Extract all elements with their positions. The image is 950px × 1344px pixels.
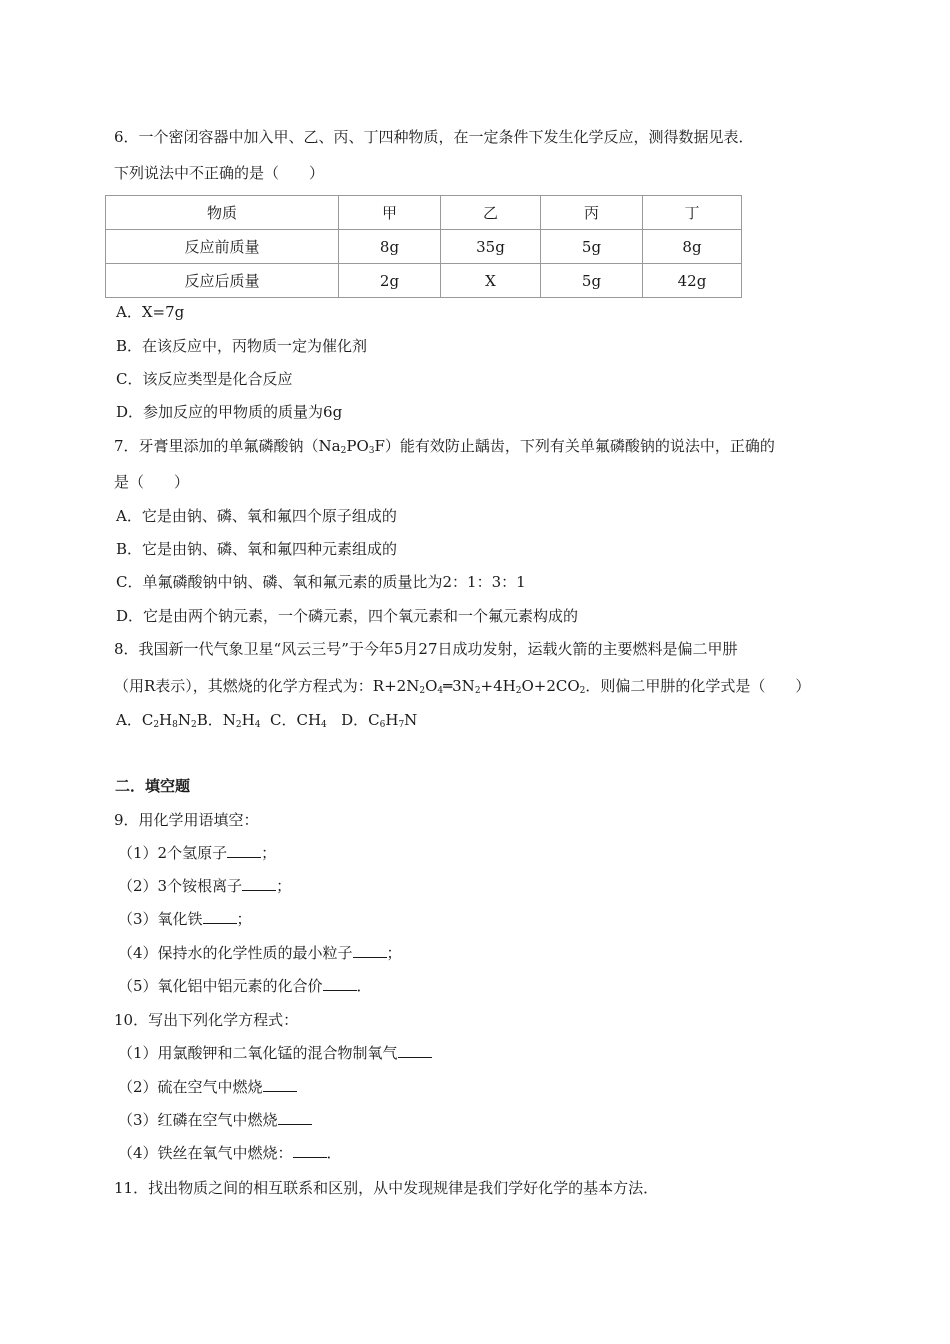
q7-option-d: D．它是由两个钠元素，一个磷元素，四个氧元素和一个氟元素构成的	[116, 607, 579, 625]
q9-item: （3）氧化铁 ；	[118, 910, 252, 928]
table-cell: 5g	[541, 230, 643, 264]
q9-item: （2）3个铵根离子 ；	[118, 877, 292, 895]
q7-line1: 7．牙膏里添加的单氟磷酸钠$(Na_2PO_3F)$能有效防止龋齿，下列有关单氟磷酸钠的说法中，正确的	[114, 437, 775, 456]
table-header-cell: 乙	[441, 196, 541, 230]
table-cell: 反应后质量	[106, 264, 339, 298]
table-header-cell: 丙	[541, 196, 643, 230]
table-header-cell: 甲	[339, 196, 441, 230]
answer-blank[interactable]	[263, 1077, 297, 1092]
table-cell: 2g	[339, 264, 441, 298]
table-header-cell: 物质	[106, 196, 339, 230]
q9-item: （1）2个氢原子 ；	[118, 844, 277, 862]
q9-item: （4）保持水的化学性质的最小粒子 ；	[118, 944, 402, 962]
q7-option-a: A．它是由钠、磷、氧和氟四个原子组成的	[116, 507, 397, 525]
q10-item: （1）用氯酸钾和二氧化锰的混合物制氧气	[118, 1043, 432, 1063]
q11-title: 11．找出物质之间的相互联系和区别，从中发现规律是我们学好化学的基本方法．	[114, 1179, 659, 1197]
q6-option-c: C．该反应类型是化合反应	[116, 370, 293, 388]
table-header-cell: 丁	[643, 196, 742, 230]
q10-item: （4）铁丝在氧气中燃烧： ．	[118, 1144, 342, 1162]
answer-blank[interactable]	[293, 1143, 327, 1158]
table-cell: X	[441, 264, 541, 298]
answer-blank[interactable]	[203, 909, 237, 924]
q9-item: （5）氧化铝中铝元素的化合价 ．	[118, 977, 372, 995]
q6-line1: 6．一个密闭容器中加入甲、乙、丙、丁四种物质，在一定条件下发生化学反应，测得数据见表．	[114, 128, 754, 146]
q10-title: 10．写出下列化学方程式：	[114, 1011, 299, 1029]
q8-line2: （用R表示），其燃烧的化学方程式为：$R+2N_2O_4═3N_2+4H_2O+2CO_2$．则偏二甲肼的化学式是（ ）	[114, 677, 811, 696]
q6-option-d: D．参加反应的甲物质的质量为6g	[116, 403, 343, 421]
answer-blank[interactable]	[353, 943, 387, 958]
q10-item: （3）红磷在空气中燃烧	[118, 1110, 312, 1130]
table-cell: 5g	[541, 264, 643, 298]
table-cell: 42g	[643, 264, 742, 298]
table-row	[106, 230, 742, 264]
table-cell: 8g	[643, 230, 742, 264]
q8-line1: 8．我国新一代气象卫星“风云三号”于今年5月27日成功发射，运载火箭的主要燃料是偏二甲肼	[114, 640, 738, 658]
table-cell: 8g	[339, 230, 441, 264]
mass-data-table	[105, 195, 742, 298]
answer-blank[interactable]	[278, 1110, 312, 1125]
answer-blank[interactable]	[227, 843, 261, 858]
section-heading: 二．填空题	[115, 777, 191, 795]
q7-line2: 是（ ）	[114, 473, 190, 491]
q7-option-b: B．它是由钠、磷、氧和氟四种元素组成的	[116, 540, 398, 558]
table-row	[106, 264, 742, 298]
table-cell: 反应前质量	[106, 230, 339, 264]
answer-blank[interactable]	[398, 1043, 432, 1058]
q6-line2: 下列说法中不正确的是（ ）	[114, 164, 325, 182]
q7-option-c: C．单氟磷酸钠中钠、磷、氧和氟元素的质量比为2：1：3：1	[116, 573, 526, 591]
answer-blank[interactable]	[323, 976, 357, 991]
q6-option-b: B．在该反应中，丙物质一定为催化剂	[116, 337, 368, 355]
q6-option-a: A．X=7g	[116, 303, 185, 321]
q9-title: 9．用化学用语填空：	[114, 811, 259, 829]
table-header-row	[106, 196, 742, 230]
answer-blank[interactable]	[242, 876, 276, 891]
table-cell: 35g	[441, 230, 541, 264]
q8-options: A．$C_2H_8N_2B$．$N_2H_4$ C．$CH_4$ D．$C_6H_7N$	[116, 711, 418, 730]
q10-item: （2）硫在空气中燃烧	[118, 1077, 297, 1097]
